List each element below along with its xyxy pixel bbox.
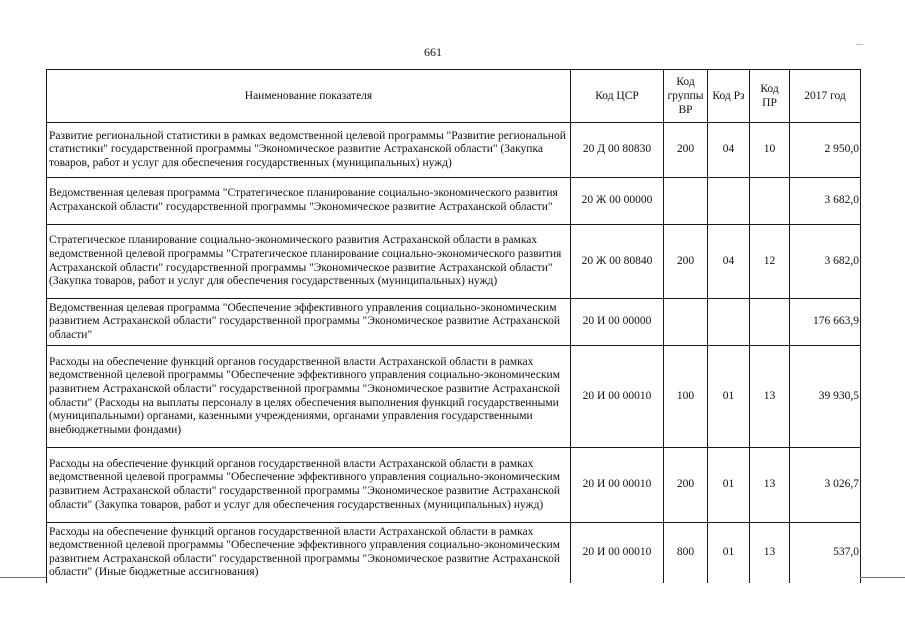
header-year: 2017 год <box>790 70 861 123</box>
row-vr-code <box>664 299 708 346</box>
row-name: Ведомственная целевая программа "Обеспечение эффективного управления социально-экономическим развитием Астраханской области" государственной программы "Экономическое развитие Астраханской области" <box>47 299 571 346</box>
row-pr-code <box>750 178 790 225</box>
row-pr-code: 10 <box>750 123 790 178</box>
row-vr-code: 100 <box>664 346 708 448</box>
row-csr-code: 20 Д 00 80830 <box>571 123 664 178</box>
row-name: Ведомственная целевая программа "Стратегическое планирование социально-экономического развития Астраханской области" государственной программы "Экономическое развитие Астраханской области" <box>47 178 571 225</box>
row-pr-code <box>750 299 790 346</box>
row-amount: 176 663,9 <box>790 299 861 346</box>
row-name: Расходы на обеспечение функций органов государственной власти Астраханской области в рамках ведомственной целевой программы "Обеспечение эффективного управления социально-экономическим развитием Астраханской области" государственной программы "Экономическое развитие Астраханской области" (Закупка товаров, работ и услуг для обеспечения государственных (муниципальных) нужд) <box>47 448 571 523</box>
row-rz-code <box>708 299 750 346</box>
row-pr-code: 12 <box>750 225 790 299</box>
header-name: Наименование показателя <box>47 70 571 123</box>
row-rz-code: 01 <box>708 346 750 448</box>
row-pr-code: 13 <box>750 346 790 448</box>
row-name: Развитие региональной статистики в рамках ведомственной целевой программы "Развитие региональной статистики" государственной программы "Экономическое развитие Астраханской области" (Закупка товаров, работ и услуг для обеспечения государственных (муниципальных) нужд) <box>47 123 571 178</box>
header-csr-code: Код ЦСР <box>571 70 664 123</box>
table-row <box>47 225 861 299</box>
row-pr-code: 13 <box>750 523 790 583</box>
table-row <box>47 123 861 178</box>
row-csr-code: 20 Ж 00 80840 <box>571 225 664 299</box>
row-rz-code: 01 <box>708 523 750 583</box>
row-csr-code: 20 И 00 00000 <box>571 299 664 346</box>
table-row <box>47 178 861 225</box>
budget-table <box>46 69 861 583</box>
row-amount: 2 950,0 <box>790 123 861 178</box>
row-pr-code: 13 <box>750 448 790 523</box>
row-vr-code: 200 <box>664 123 708 178</box>
page-cut-line-left <box>0 577 46 578</box>
row-amount: 3 682,0 <box>790 178 861 225</box>
row-csr-code: 20 И 00 00010 <box>571 448 664 523</box>
table-row <box>47 299 861 346</box>
row-amount: 537,0 <box>790 523 861 583</box>
row-rz-code: 04 <box>708 123 750 178</box>
row-rz-code: 01 <box>708 448 750 523</box>
page-number: 661 <box>424 45 442 59</box>
table-row <box>47 346 861 448</box>
row-rz-code <box>708 178 750 225</box>
row-csr-code: 20 Ж 00 00000 <box>571 178 664 225</box>
header-rz-code: Код Рз <box>708 70 750 123</box>
row-vr-code: 200 <box>664 225 708 299</box>
row-name: Расходы на обеспечение функций органов государственной власти Астраханской области в рамках ведомственной целевой программы "Обеспечение эффективного управления социально-экономическим развитием Астраханской области" государственной программы "Экономическое развитие Астраханской области" (Иные бюджетные ассигнования) <box>47 523 571 583</box>
row-csr-code: 20 И 00 00010 <box>571 523 664 583</box>
row-vr-code <box>664 178 708 225</box>
page-cut-line-right <box>860 577 905 578</box>
row-name: Расходы на обеспечение функций органов государственной власти Астраханской области в рамках ведомственной целевой программы "Обеспечение эффективного управления социально-экономическим развитием Астраханской области" государственной программы "Экономическое развитие Астраханской области" (Расходы на выплаты персоналу в целях обеспечения выполнения функций государственными (муниципальными) органами, казенными учреждениями, органами управления государственными внебюджетными фондами) <box>47 346 571 448</box>
header-pr-code: Код ПР <box>750 70 790 123</box>
row-name: Стратегическое планирование социально-экономического развития Астраханской области в рамках ведомственной целевой программы "Стратегическое планирование социально-экономического развития Астраханской области" государственной программы "Экономическое развитие Астраханской области" (Закупка товаров, работ и услуг для обеспечения государственных (муниципальных) нужд) <box>47 225 571 299</box>
table-row <box>47 448 861 523</box>
table-row <box>47 523 861 583</box>
row-vr-code: 200 <box>664 448 708 523</box>
header-vr-code: Код группы ВР <box>664 70 708 123</box>
table-header-row <box>47 70 861 123</box>
row-vr-code: 800 <box>664 523 708 583</box>
row-rz-code: 04 <box>708 225 750 299</box>
row-amount: 39 930,5 <box>790 346 861 448</box>
row-csr-code: 20 И 00 00010 <box>571 346 664 448</box>
scan-edge-mark <box>856 44 863 45</box>
row-amount: 3 026,7 <box>790 448 861 523</box>
row-amount: 3 682,0 <box>790 225 861 299</box>
